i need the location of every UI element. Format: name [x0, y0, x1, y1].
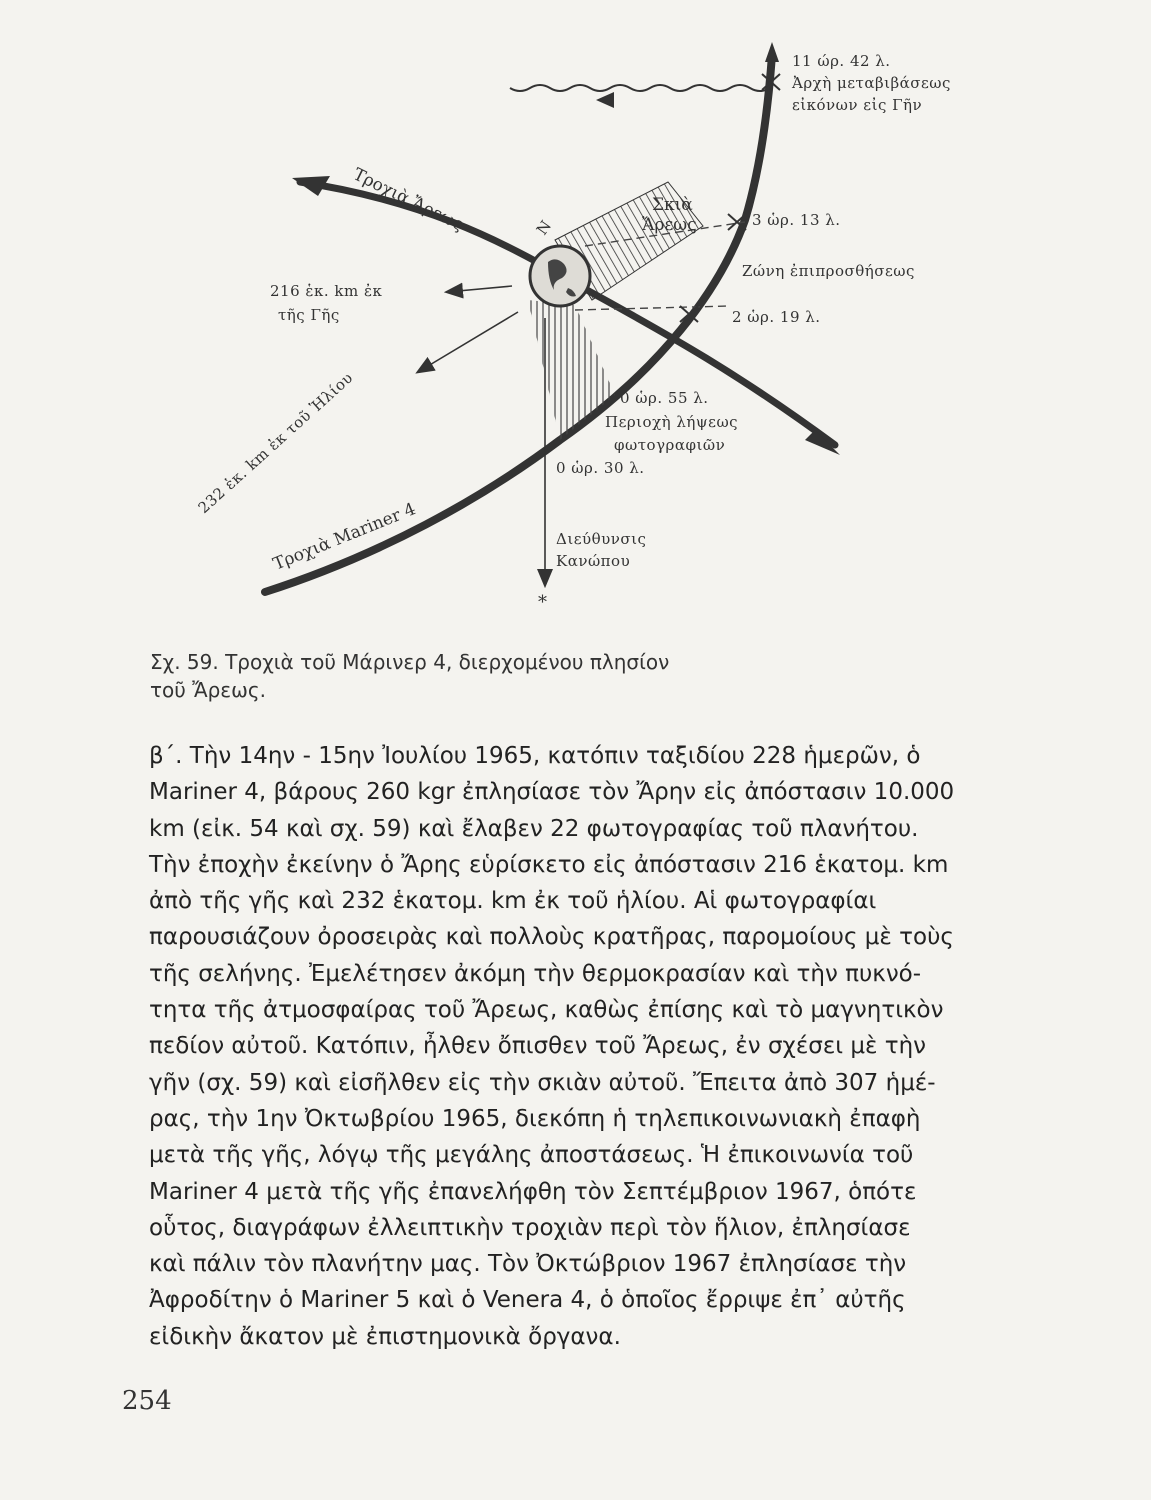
- label-time-055: 0 ὡρ. 55 λ.: [620, 389, 709, 407]
- body-line: πεδίον αὐτοῦ. Κατόπιν, ἦλθεν ὄπισθεν τοῦ Ἄρεως, ἐν σχέσει μὲ τὴν: [149, 1033, 927, 1060]
- label-mariner-orbit: Τροχιὰ Mariner 4: [270, 499, 419, 575]
- body-line: Ἀφροδίτην ὁ Mariner 5 καὶ ὁ Venera 4, ὁ ὁποῖος ἔρριψε ἐπ᾽ αὐτῆς: [149, 1287, 906, 1314]
- body-line: τῆς σελήνης. Ἐμελέτησεν ἀκόμη τὴν θερμοκρασίαν καὶ τὴν πυκνό-: [149, 960, 922, 987]
- mariner-trajectory: [265, 42, 779, 592]
- caption-line: τοῦ Ἄρεως.: [150, 678, 266, 702]
- canopus-star: *: [538, 592, 547, 613]
- label-north: N: [532, 216, 556, 239]
- body-line: οὗτος, διαγράφων ἐλλειπτικὴν τροχιὰν περὶ τὸν ἥλιον, ἐπλησίασε: [149, 1214, 911, 1241]
- transmission-wave: [510, 85, 770, 91]
- body-line: μετὰ τῆς γῆς, λόγῳ τῆς μεγάλης ἀποστάσεως. Ἡ ἐπικοινωνία τοῦ: [149, 1142, 914, 1169]
- label-start-transmission-2: εἰκόνων εἰς Γῆν: [792, 96, 923, 114]
- body-line: β΄. Τὴν 14ην - 15ην Ἰουλίου 1965, κατόπιν ταξιδίου 228 ἡμερῶν, ὁ: [149, 743, 921, 769]
- label-time-030: 0 ὡρ. 30 λ.: [556, 459, 645, 477]
- label-canopus-1: Διεύθυνσις: [556, 530, 647, 548]
- body-paragraph: [149, 738, 1009, 1355]
- body-line: τητα τῆς ἀτμοσφαίρας τοῦ Ἄρεως, καθὼς ἐπίσης καὶ τὸ μαγνητικὸν: [149, 997, 944, 1024]
- body-line: Τὴν ἐποχὴν ἐκείνην ὁ Ἄρης εὑρίσκετο εἰς ἀπόστασιν 216 ἑκατομ. km: [149, 851, 949, 878]
- body-line: km (εἰκ. 54 καὶ σχ. 59) καὶ ἔλαβεν 22 φωτογραφίας τοῦ πλανήτου.: [149, 815, 919, 842]
- label-canopus-2: Κανώπου: [556, 552, 631, 570]
- body-line: εἰδικὴν ἄκατον μὲ ἐπιστημονικὰ ὄργανα.: [149, 1323, 621, 1350]
- label-start-transmission-1: Ἀρχὴ μεταβιβάσεως: [792, 74, 951, 92]
- body-line: παρουσιάζουν ὀροσειρὰς καὶ πολλοὺς κρατῆρας, παρομοίους μὲ τοὺς: [149, 924, 954, 951]
- label-time-219: 2 ὡρ. 19 λ.: [732, 308, 821, 326]
- photo-region: [528, 300, 615, 440]
- label-occultation-zone: Ζώνη ἐπιπροσθήσεως: [742, 262, 915, 280]
- page-number: 254: [122, 1386, 172, 1416]
- label-photo-region-1: Περιοχὴ λήψεως: [605, 413, 739, 431]
- body-line: ρας, τὴν 1ην Ὀκτωβρίου 1965, διεκόπη ἡ τηλεπικοινωνιακὴ ἐπαφὴ: [149, 1105, 921, 1132]
- figure-caption: [150, 648, 910, 704]
- body-line: Mariner 4 μετὰ τῆς γῆς ἐπανελήφθη τὸν Σεπτέμβριον 1967, ὁπότε: [149, 1178, 917, 1205]
- label-sun-distance: 232 ἑκ. km ἐκ τοῦ Ἡλίου: [194, 368, 357, 517]
- label-shadow-1: Σκιὰ: [652, 195, 693, 215]
- sun-direction-arrow: [418, 312, 518, 372]
- label-time-1142: 11 ώρ. 42 λ.: [792, 52, 891, 70]
- label-photo-region-2: φωτογραφιῶν: [614, 436, 726, 454]
- label-earth-distance-2: τῆς Γῆς: [278, 306, 340, 324]
- label-time-313: 3 ὡρ. 13 λ.: [752, 211, 841, 229]
- body-line: γῆν (σχ. 59) καὶ εἰσῆλθεν εἰς τὴν σκιὰν αὐτοῦ. Ἔπειτα ἀπὸ 307 ἡμέ-: [149, 1069, 936, 1096]
- caption-line: Σχ. 59. Τροχιὰ τοῦ Μάρινερ 4, διερχομένου πλησίον: [150, 650, 670, 674]
- label-mars-orbit: Τροχιὰ Ἄρεως: [349, 164, 467, 236]
- mariner-trajectory-figure: [0, 0, 1151, 640]
- mars-planet: [530, 246, 590, 306]
- earth-direction-arrow: [447, 286, 512, 292]
- body-line: ἀπὸ τῆς γῆς καὶ 232 ἑκατομ. km ἐκ τοῦ ἡλίου. Αἱ φωτογραφίαι: [149, 888, 877, 915]
- label-earth-distance-1: 216 ἑκ. km ἐκ: [270, 282, 383, 300]
- body-line: Mariner 4, βάρους 260 kgr ἐπλησίασε τὸν Ἄρην εἰς ἀπόστασιν 10.000: [149, 779, 955, 806]
- label-shadow-2: Ἄρεως: [642, 215, 697, 235]
- body-line: καὶ πάλιν τὸν πλανήτην μας. Τὸν Ὀκτώβριον 1967 ἐπλησίασε τὴν: [149, 1251, 907, 1278]
